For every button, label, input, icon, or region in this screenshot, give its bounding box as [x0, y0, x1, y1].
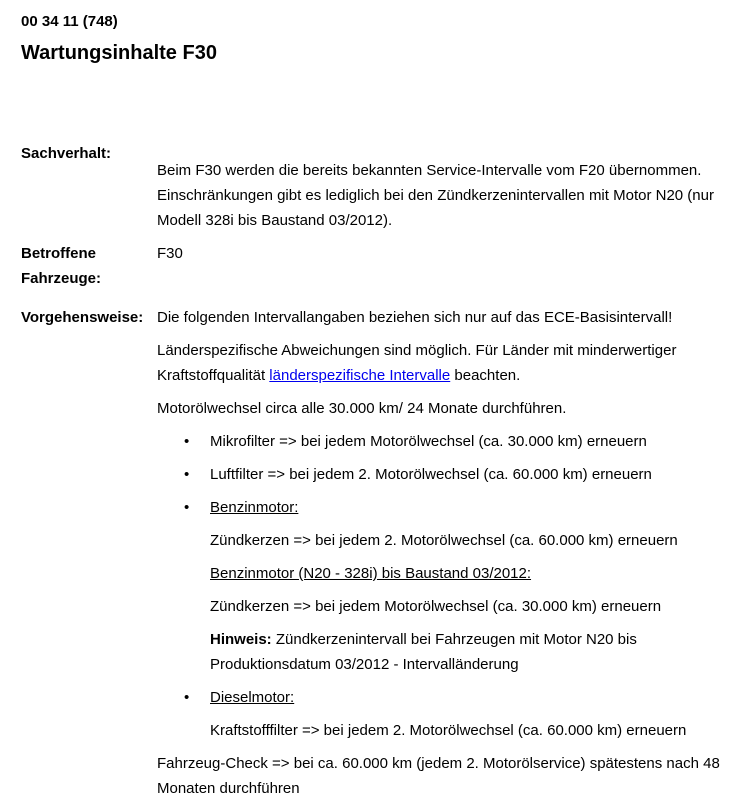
laenderspezifische-abweichungen-text — [157, 338, 720, 388]
page-title: Wartungsinhalte F30 — [21, 42, 217, 64]
hinweis-text: Zündkerzenintervall bei Fahrzeugen mit Motor N20 bis Produktionsdatum 03/2012 - Intervalländerung — [210, 631, 637, 673]
benzinmotor-n20-heading: Benzinmotor (N20 - 328i) bis Baustand 03/2012: — [210, 565, 532, 582]
sachverhalt-text: Beim F30 werden die bereits bekannten Service-Intervalle vom F20 übernommen. Einschränkungen gibt es lediglich bei den Zündkerzenintervallen mit Motor N20 (nur Modell 328i bis Baustand 03/2012). — [157, 162, 714, 229]
vorgehensweise-label: Vorgehensweise: — [21, 309, 144, 326]
benzinmotor-heading: Benzinmotor: — [210, 499, 299, 516]
list-item-mikrofilter — [184, 429, 720, 454]
benzinmotor-zuendkerzen-text: Zündkerzen => bei jedem 2. Motorölwechsel (ca. 60.000 km) erneuern — [210, 532, 678, 549]
hinweis-label: Hinweis: — [210, 631, 272, 648]
dieselmotor-kraftstofffilter-text: Kraftstofffilter => bei jedem 2. Motorölwechsel (ca. 60.000 km) erneuern — [210, 722, 687, 739]
list-item-luftfilter — [184, 462, 720, 487]
service-interval-list — [157, 429, 720, 743]
bullet-icon: • — [184, 433, 190, 450]
laender-text-before: Länderspezifische Abweichungen sind möglich. Für Länder mit minderwertiger Kraftstoffqualität — [157, 342, 677, 384]
sachverhalt-content — [157, 141, 720, 241]
betroffene-fahrzeuge-value: F30 — [157, 245, 183, 262]
laenderspezifische-intervalle-link[interactable]: länderspezifische Intervalle — [269, 367, 451, 384]
hinweis-paragraph — [210, 627, 720, 677]
ece-basisintervall-text: Die folgenden Intervallangaben beziehen sich nur auf das ECE-Basisintervall! — [157, 309, 673, 326]
document-number: 00 34 11 (748) — [21, 13, 118, 30]
bullet-icon: • — [184, 466, 190, 483]
benzinmotor-n20-zuendkerzen-text: Zündkerzen => bei jedem Motorölwechsel (ca. 30.000 km) erneuern — [210, 598, 662, 615]
section-vorgehensweise — [21, 305, 720, 809]
fahrzeug-check-text: Fahrzeug-Check => bei ca. 60.000 km (jedem 2. Motorölservice) spätestens nach 48 Monaten durchführen — [157, 755, 720, 797]
bullet-icon: • — [184, 689, 190, 706]
list-item-dieselmotor — [184, 685, 720, 743]
vorgehensweise-content — [157, 305, 720, 809]
document-body — [21, 141, 720, 809]
section-betroffene-fahrzeuge — [21, 241, 720, 291]
bullet-icon: • — [184, 499, 190, 516]
motoroelwechsel-text: Motorölwechsel circa alle 30.000 km/ 24 Monate durchführen. — [157, 400, 567, 417]
section-sachverhalt — [21, 141, 720, 241]
mikrofilter-text: Mikrofilter => bei jedem Motorölwechsel (ca. 30.000 km) erneuern — [210, 433, 647, 450]
list-item-benzinmotor — [184, 495, 720, 677]
betroffene-fahrzeuge-content — [157, 241, 720, 274]
dieselmotor-heading: Dieselmotor: — [210, 689, 295, 706]
laender-text-after: beachten. — [450, 367, 521, 384]
betroffene-fahrzeuge-label: Betroffene Fahrzeuge: — [21, 245, 102, 287]
sachverhalt-label: Sachverhalt: — [21, 145, 112, 162]
luftfilter-text: Luftfilter => bei jedem 2. Motorölwechsel (ca. 60.000 km) erneuern — [210, 466, 652, 483]
